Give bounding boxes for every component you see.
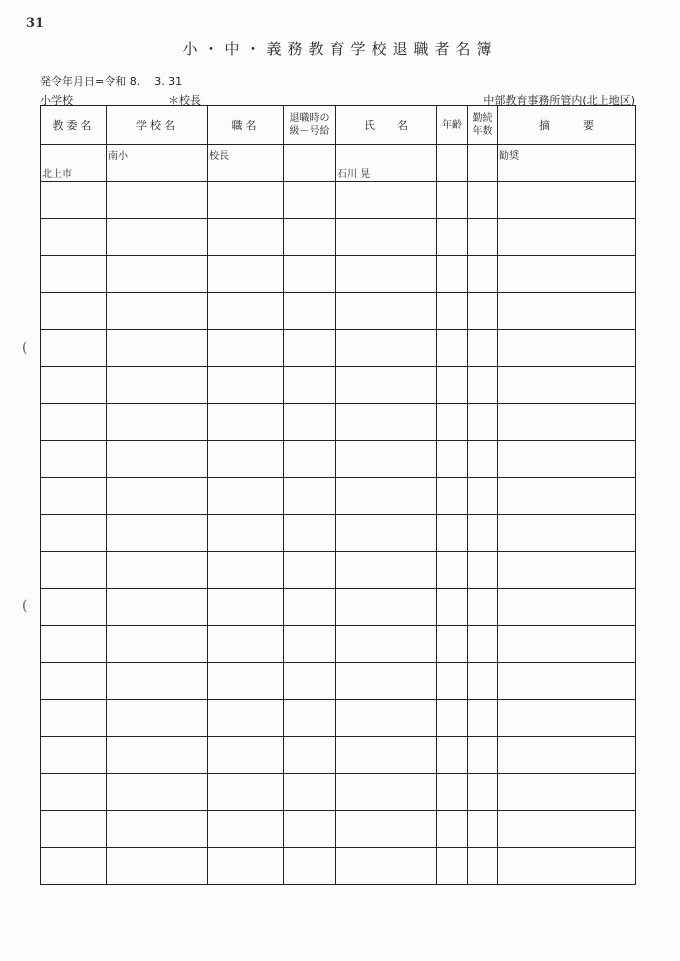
cell-grade: [284, 182, 336, 219]
cell-remarks: [498, 441, 636, 478]
education-office-label: 中部教育事務所管内(北上地区): [483, 94, 635, 107]
cell-name: [336, 256, 437, 293]
cell-service: [468, 552, 498, 589]
cell-grade: [284, 145, 336, 182]
cell-grade: [284, 367, 336, 404]
cell-service: [468, 626, 498, 663]
cell-age: [437, 552, 468, 589]
cell-board: [41, 663, 107, 700]
cell-remarks: [498, 663, 636, 700]
cell-name: [336, 848, 437, 885]
cell-name: [336, 478, 437, 515]
column-header-position: 職名: [208, 106, 284, 145]
grade-header-line2: 級－号給: [289, 126, 330, 137]
cell-age: [437, 293, 468, 330]
cell-grade: [284, 589, 336, 626]
cell-school: [107, 589, 208, 626]
cell-remarks: [498, 478, 636, 515]
cell-school: [107, 774, 208, 811]
school-type-label: 小学校: [40, 94, 73, 107]
cell-service: [468, 330, 498, 367]
table-header-row: [41, 106, 636, 145]
cell-name: [336, 774, 437, 811]
cell-grade: [284, 478, 336, 515]
column-header-age: 年齢: [437, 106, 468, 145]
cell-position: [208, 404, 284, 441]
cell-position: [208, 663, 284, 700]
empty-table-row: [41, 330, 636, 367]
cell-grade: [284, 626, 336, 663]
cell-age: [437, 182, 468, 219]
cell-grade: [284, 256, 336, 293]
cell-position: [208, 293, 284, 330]
cell-service: [468, 811, 498, 848]
cell-age: [437, 515, 468, 552]
cell-age: [437, 145, 468, 182]
cell-school: [107, 700, 208, 737]
empty-table-row: [41, 589, 636, 626]
cell-school: [107, 478, 208, 515]
cell-age: [437, 256, 468, 293]
cell-grade: [284, 848, 336, 885]
cell-name: [336, 663, 437, 700]
cell-age: [437, 589, 468, 626]
cell-school: [107, 145, 208, 182]
cell-service: [468, 478, 498, 515]
empty-table-row: [41, 700, 636, 737]
cell-position: [208, 589, 284, 626]
cell-name: [336, 700, 437, 737]
cell-remarks: [498, 182, 636, 219]
cell-service: [468, 441, 498, 478]
cell-board: [41, 552, 107, 589]
cell-school: [107, 515, 208, 552]
cell-age: [437, 478, 468, 515]
cell-board: [41, 700, 107, 737]
cell-board: [41, 441, 107, 478]
punch-hole-mark: (: [22, 340, 28, 356]
cell-service: [468, 145, 498, 182]
cell-board: [41, 330, 107, 367]
cell-school: [107, 367, 208, 404]
column-header-remarks: 摘 要: [498, 106, 636, 145]
cell-name: [336, 441, 437, 478]
cell-board: [41, 515, 107, 552]
cell-school: [107, 182, 208, 219]
cell-school: [107, 256, 208, 293]
cell-age: [437, 811, 468, 848]
column-header-name: 氏 名: [336, 106, 437, 145]
cell-service: [468, 219, 498, 256]
position-filter-label: ＊校長: [168, 94, 201, 107]
cell-service: [468, 293, 498, 330]
empty-table-row: [41, 404, 636, 441]
cell-board: [41, 589, 107, 626]
cell-grade: [284, 219, 336, 256]
cell-remarks: [498, 589, 636, 626]
cell-board: [41, 182, 107, 219]
empty-table-row: [41, 552, 636, 589]
cell-position: [208, 848, 284, 885]
grade-header-line1: 退職時の: [289, 113, 330, 124]
cell-board: [41, 219, 107, 256]
cell-age: [437, 700, 468, 737]
document-title: 小・中・義務教育学校退職者名簿: [182, 40, 498, 58]
cell-position: [208, 145, 284, 182]
column-header-grade: [284, 106, 336, 145]
issue-date: 発令年月日=令和 8. 3. 31: [40, 75, 183, 88]
cell-name: [336, 367, 437, 404]
cell-position: [208, 737, 284, 774]
empty-table-row: [41, 811, 636, 848]
cell-grade: [284, 552, 336, 589]
cell-service: [468, 367, 498, 404]
cell-name: [336, 811, 437, 848]
cell-age: [437, 663, 468, 700]
cell-board: [41, 293, 107, 330]
cell-grade: [284, 293, 336, 330]
cell-age: [437, 219, 468, 256]
cell-service: [468, 182, 498, 219]
cell-name: [336, 626, 437, 663]
cell-position: [208, 367, 284, 404]
service-header-line1: 勤続: [472, 113, 493, 124]
cell-position: [208, 626, 284, 663]
cell-grade: [284, 515, 336, 552]
cell-age: [437, 404, 468, 441]
cell-school: [107, 737, 208, 774]
empty-table-row: [41, 293, 636, 330]
cell-remarks: [498, 219, 636, 256]
cell-school: [107, 626, 208, 663]
board-value: 北上市: [42, 168, 72, 180]
cell-remarks: [498, 848, 636, 885]
cell-remarks: [498, 700, 636, 737]
cell-service: [468, 848, 498, 885]
cell-board: [41, 145, 107, 182]
cell-service: [468, 700, 498, 737]
cell-grade: [284, 404, 336, 441]
cell-age: [437, 737, 468, 774]
cell-remarks: [498, 737, 636, 774]
handwritten-page-mark: 31: [26, 16, 45, 31]
empty-table-row: [41, 182, 636, 219]
cell-board: [41, 774, 107, 811]
position-value: 校長: [209, 150, 229, 162]
cell-school: [107, 330, 208, 367]
cell-service: [468, 515, 498, 552]
empty-table-row: [41, 626, 636, 663]
cell-service: [468, 774, 498, 811]
cell-name: [336, 589, 437, 626]
cell-remarks: [498, 330, 636, 367]
empty-table-row: [41, 478, 636, 515]
cell-board: [41, 848, 107, 885]
name-value: 石川 晃: [337, 168, 371, 180]
cell-age: [437, 330, 468, 367]
cell-name: [336, 219, 437, 256]
cell-remarks: [498, 626, 636, 663]
cell-position: [208, 552, 284, 589]
cell-position: [208, 441, 284, 478]
cell-position: [208, 774, 284, 811]
cell-remarks: [498, 774, 636, 811]
cell-position: [208, 811, 284, 848]
cell-age: [437, 441, 468, 478]
cell-remarks: [498, 552, 636, 589]
table-row: [41, 145, 636, 182]
punch-hole-mark: (: [22, 598, 28, 614]
cell-position: [208, 256, 284, 293]
cell-board: [41, 404, 107, 441]
cell-remarks: [498, 293, 636, 330]
service-header-line2: 年数: [472, 126, 493, 137]
cell-school: [107, 219, 208, 256]
cell-school: [107, 293, 208, 330]
cell-school: [107, 404, 208, 441]
cell-grade: [284, 663, 336, 700]
cell-service: [468, 256, 498, 293]
cell-grade: [284, 774, 336, 811]
cell-position: [208, 515, 284, 552]
empty-table-row: [41, 848, 636, 885]
empty-table-row: [41, 737, 636, 774]
cell-age: [437, 626, 468, 663]
cell-age: [437, 774, 468, 811]
cell-grade: [284, 811, 336, 848]
cell-remarks: [498, 811, 636, 848]
column-header-board: 教委名: [41, 106, 107, 145]
empty-table-row: [41, 219, 636, 256]
cell-remarks: [498, 145, 636, 182]
cell-age: [437, 848, 468, 885]
cell-position: [208, 330, 284, 367]
cell-position: [208, 182, 284, 219]
cell-remarks: [498, 367, 636, 404]
column-header-school: 学校名: [107, 106, 208, 145]
empty-table-row: [41, 663, 636, 700]
cell-service: [468, 737, 498, 774]
cell-remarks: [498, 515, 636, 552]
empty-table-row: [41, 441, 636, 478]
empty-table-row: [41, 774, 636, 811]
cell-grade: [284, 737, 336, 774]
cell-grade: [284, 441, 336, 478]
cell-school: [107, 552, 208, 589]
cell-service: [468, 589, 498, 626]
cell-school: [107, 663, 208, 700]
cell-name: [336, 330, 437, 367]
cell-board: [41, 256, 107, 293]
cell-name: [336, 182, 437, 219]
empty-table-row: [41, 367, 636, 404]
cell-name: [336, 737, 437, 774]
cell-name: [336, 552, 437, 589]
cell-school: [107, 441, 208, 478]
retiree-table: [40, 105, 636, 885]
cell-board: [41, 367, 107, 404]
cell-board: [41, 737, 107, 774]
column-header-service: [468, 106, 498, 145]
school-value: 南小: [108, 150, 128, 162]
cell-name: [336, 404, 437, 441]
cell-service: [468, 404, 498, 441]
remarks-value: 勧奨: [499, 150, 519, 162]
cell-school: [107, 811, 208, 848]
cell-name: [336, 293, 437, 330]
cell-age: [437, 367, 468, 404]
empty-table-row: [41, 256, 636, 293]
cell-grade: [284, 330, 336, 367]
cell-name: [336, 145, 437, 182]
cell-position: [208, 219, 284, 256]
cell-position: [208, 478, 284, 515]
cell-position: [208, 700, 284, 737]
cell-service: [468, 663, 498, 700]
empty-table-row: [41, 515, 636, 552]
cell-board: [41, 626, 107, 663]
cell-name: [336, 515, 437, 552]
cell-grade: [284, 700, 336, 737]
cell-board: [41, 478, 107, 515]
cell-board: [41, 811, 107, 848]
cell-remarks: [498, 256, 636, 293]
cell-school: [107, 848, 208, 885]
cell-remarks: [498, 404, 636, 441]
